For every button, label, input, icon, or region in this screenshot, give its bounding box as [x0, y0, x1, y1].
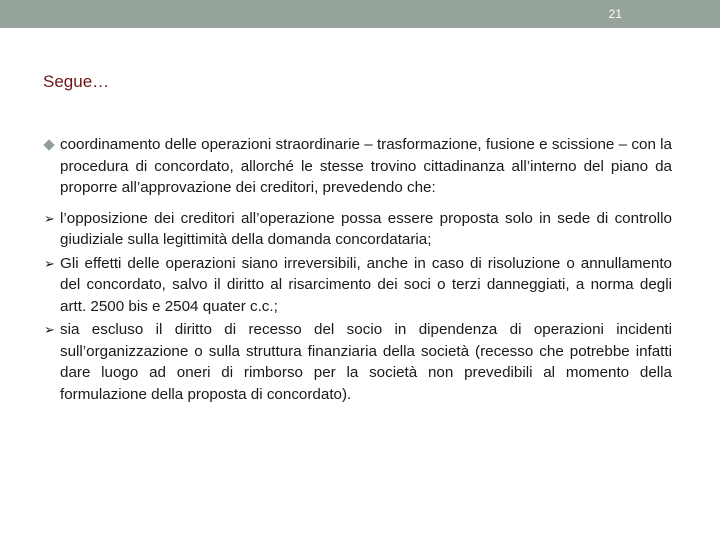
- sub-bullet-text: sia escluso il diritto di recesso del socio in dipendenza di operazioni incidenti sull’organizzazione o sulla struttura finanziaria della società (recesso che potrebbe infatti dare luogo ad oneri di rimborso per la società non prevedibili al momento della formulazione della proposta di concordato).: [60, 321, 672, 403]
- sub-bullet-item: [44, 208, 672, 251]
- slide-title: Segue…: [43, 72, 110, 91]
- sub-bullet-item: [44, 253, 672, 318]
- arrow-bullet-icon: ➢: [44, 322, 55, 337]
- top-bar: [0, 0, 720, 28]
- main-bullet: [44, 134, 672, 199]
- arrow-bullet-icon: ➢: [44, 210, 55, 226]
- sub-bullet-text: l’opposizione dei creditori all’operazione possa essere proposta solo in sede di controllo giudiziale sulla legittimità della domanda concordataria;: [60, 209, 672, 248]
- slide-content: [44, 134, 672, 407]
- sub-bullet-item: [44, 319, 672, 405]
- main-bullet-text: coordinamento delle operazioni straordinarie – trasformazione, fusione e scissione – con la procedura di concordato, allorché le stesse trovino cittadinanza all’interno del piano da proporre all’approvazione dei creditori, prevedendo che:: [60, 136, 672, 196]
- arrow-bullet-icon: ➢: [44, 255, 55, 271]
- sub-bullet-list: [44, 208, 672, 406]
- page-number: 21: [608, 7, 622, 21]
- diamond-bullet-icon: [44, 140, 55, 151]
- sub-bullet-text: Gli effetti delle operazioni siano irreversibili, anche in caso di risoluzione o annullamento del concordato, salvo il diritto al risarcimento dei soci o terzi danneggiati, a norma degli artt. 2500 bis e 2504 quater c.c.;: [60, 254, 672, 315]
